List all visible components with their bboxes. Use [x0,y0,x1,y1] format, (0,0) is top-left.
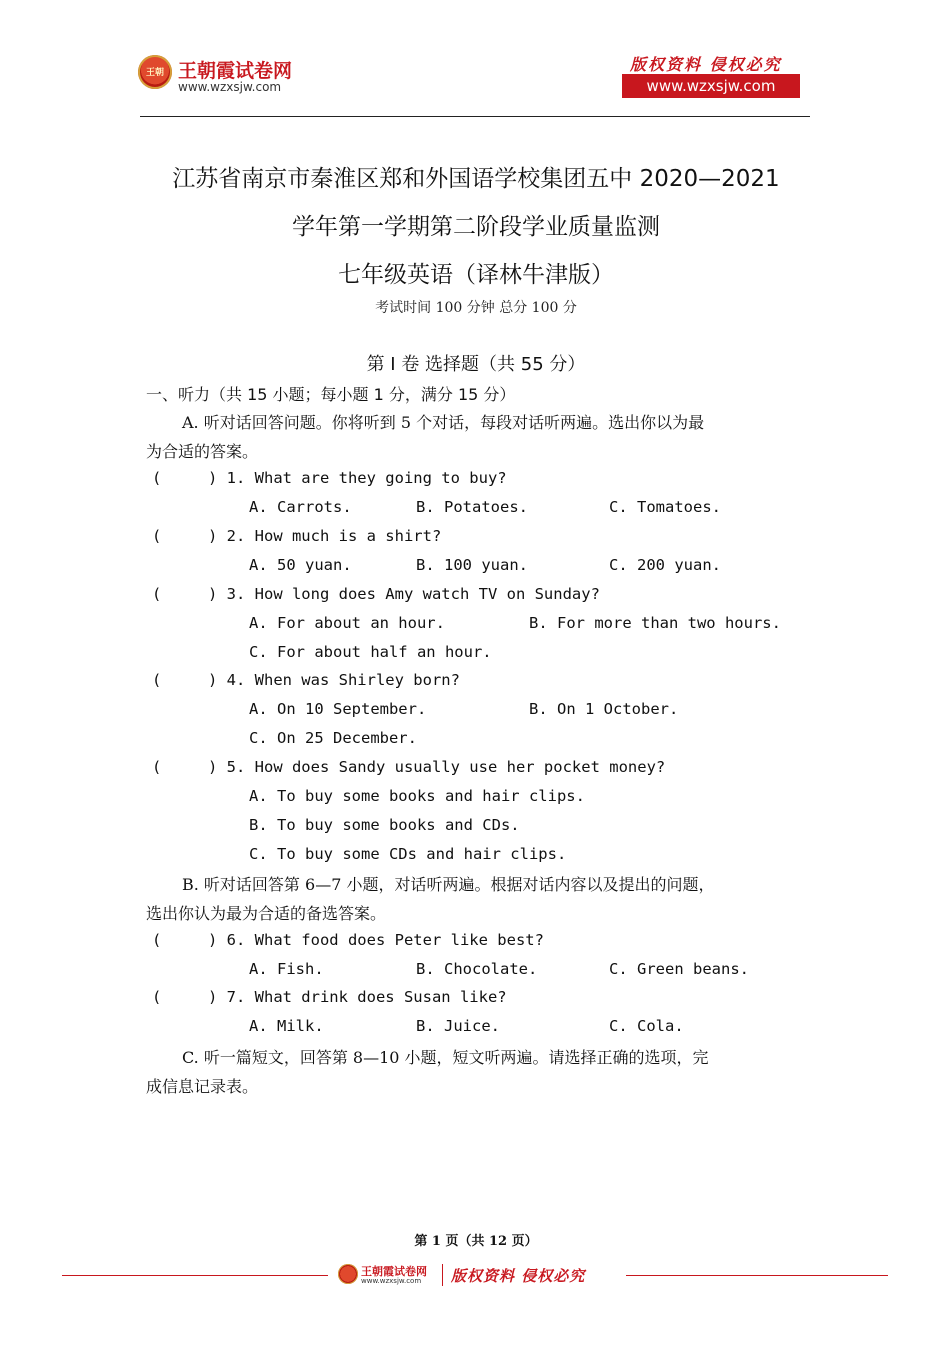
section-title: 第 I 卷 选择题（共 55 分） [366,354,586,375]
question-1: ( ) 1. What are they going to buy? [152,469,507,487]
logo-badge-text: 王朝 [145,68,164,78]
q5-option-a: A. To buy some books and hair clips. [249,787,585,805]
question-6: ( ) 6. What food does Peter like best? [152,931,544,949]
q7-option-c: C. Cola. [609,1017,684,1035]
part-a-intro-line-2: 为合适的答案。 [146,442,259,461]
part-b-intro-line-2: 选出你认为最为合适的备选答案。 [146,904,387,923]
q7-option-b: B. Juice. [416,1017,500,1035]
title-line-1: 江苏省南京市秦淮区郑和外国语学校集团五中 2020—2021 [172,166,780,192]
q1-option-b: B. Potatoes. [416,498,528,516]
part-c-intro-line-2: 成信息记录表。 [146,1077,259,1096]
q5-option-b: B. To buy some books and CDs. [249,816,520,834]
q2-option-c: C. 200 yuan. [609,556,721,574]
part-a-intro-line-1: A. 听对话回答问题。你将听到 5 个对话，每段对话听两遍。选出你以为最 [182,413,705,432]
logo-url: www.wzxsjw.com [178,80,282,94]
part-c-intro-line-1: C. 听一篇短文，回答第 8—10 小题，短文听两遍。请选择正确的选项，完 [182,1048,709,1067]
question-2: ( ) 2. How much is a shirt? [152,527,442,545]
footer-divider-left [62,1275,328,1276]
footer-divider-right [626,1275,888,1276]
logo-badge-icon [138,55,172,89]
url-banner[interactable]: www.wzxsjw.com [622,74,800,98]
footer-separator [442,1264,443,1286]
part-title-listening: 一、听力（共 15 小题；每小题 1 分，满分 15 分） [146,385,516,404]
q4-option-a: A. On 10 September. [249,700,427,718]
q3-option-c: C. For about half an hour. [249,643,492,661]
footer-logo-icon [338,1264,358,1284]
q1-option-c: C. Tomatoes. [609,498,721,516]
q1-option-a: A. Carrots. [249,498,352,516]
header-divider [140,116,810,117]
q6-option-b: B. Chocolate. [416,960,538,978]
q6-option-c: C. Green beans. [609,960,749,978]
footer-logo-url: www.wzxsjw.com [361,1277,422,1285]
q4-option-c: C. On 25 December. [249,729,417,747]
footer-logo-name: 王朝霞试卷网 [361,1265,427,1278]
footer-copyright: 版权资料 侵权必究 [451,1267,586,1285]
title-line-3: 七年级英语（译林牛津版） [338,262,614,288]
question-7: ( ) 7. What drink does Susan like? [152,988,507,1006]
q5-option-c: C. To buy some CDs and hair clips. [249,845,567,863]
exam-info: 考试时间 100 分钟 总分 100 分 [375,300,577,316]
copyright-notice: 版权资料 侵权必究 [630,55,782,74]
q3-option-b: B. For more than two hours. [529,614,781,632]
q7-option-a: A. Milk. [249,1017,324,1035]
logo-name: 王朝霞试卷网 [178,60,293,82]
q4-option-b: B. On 1 October. [529,700,679,718]
q3-option-a: A. For about an hour. [249,614,445,632]
part-b-intro-line-1: B. 听对话回答第 6—7 小题，对话听两遍。根据对话内容以及提出的问题， [182,875,715,894]
title-line-2: 学年第一学期第二阶段学业质量监测 [292,214,660,240]
page-number: 第 1 页（共 12 页） [414,1234,538,1249]
q6-option-a: A. Fish. [249,960,324,978]
q2-option-a: A. 50 yuan. [249,556,352,574]
question-4: ( ) 4. When was Shirley born? [152,671,460,689]
question-3: ( ) 3. How long does Amy watch TV on Sunday? [152,585,600,603]
q2-option-b: B. 100 yuan. [416,556,528,574]
question-5: ( ) 5. How does Sandy usually use her pocket money? [152,758,666,776]
